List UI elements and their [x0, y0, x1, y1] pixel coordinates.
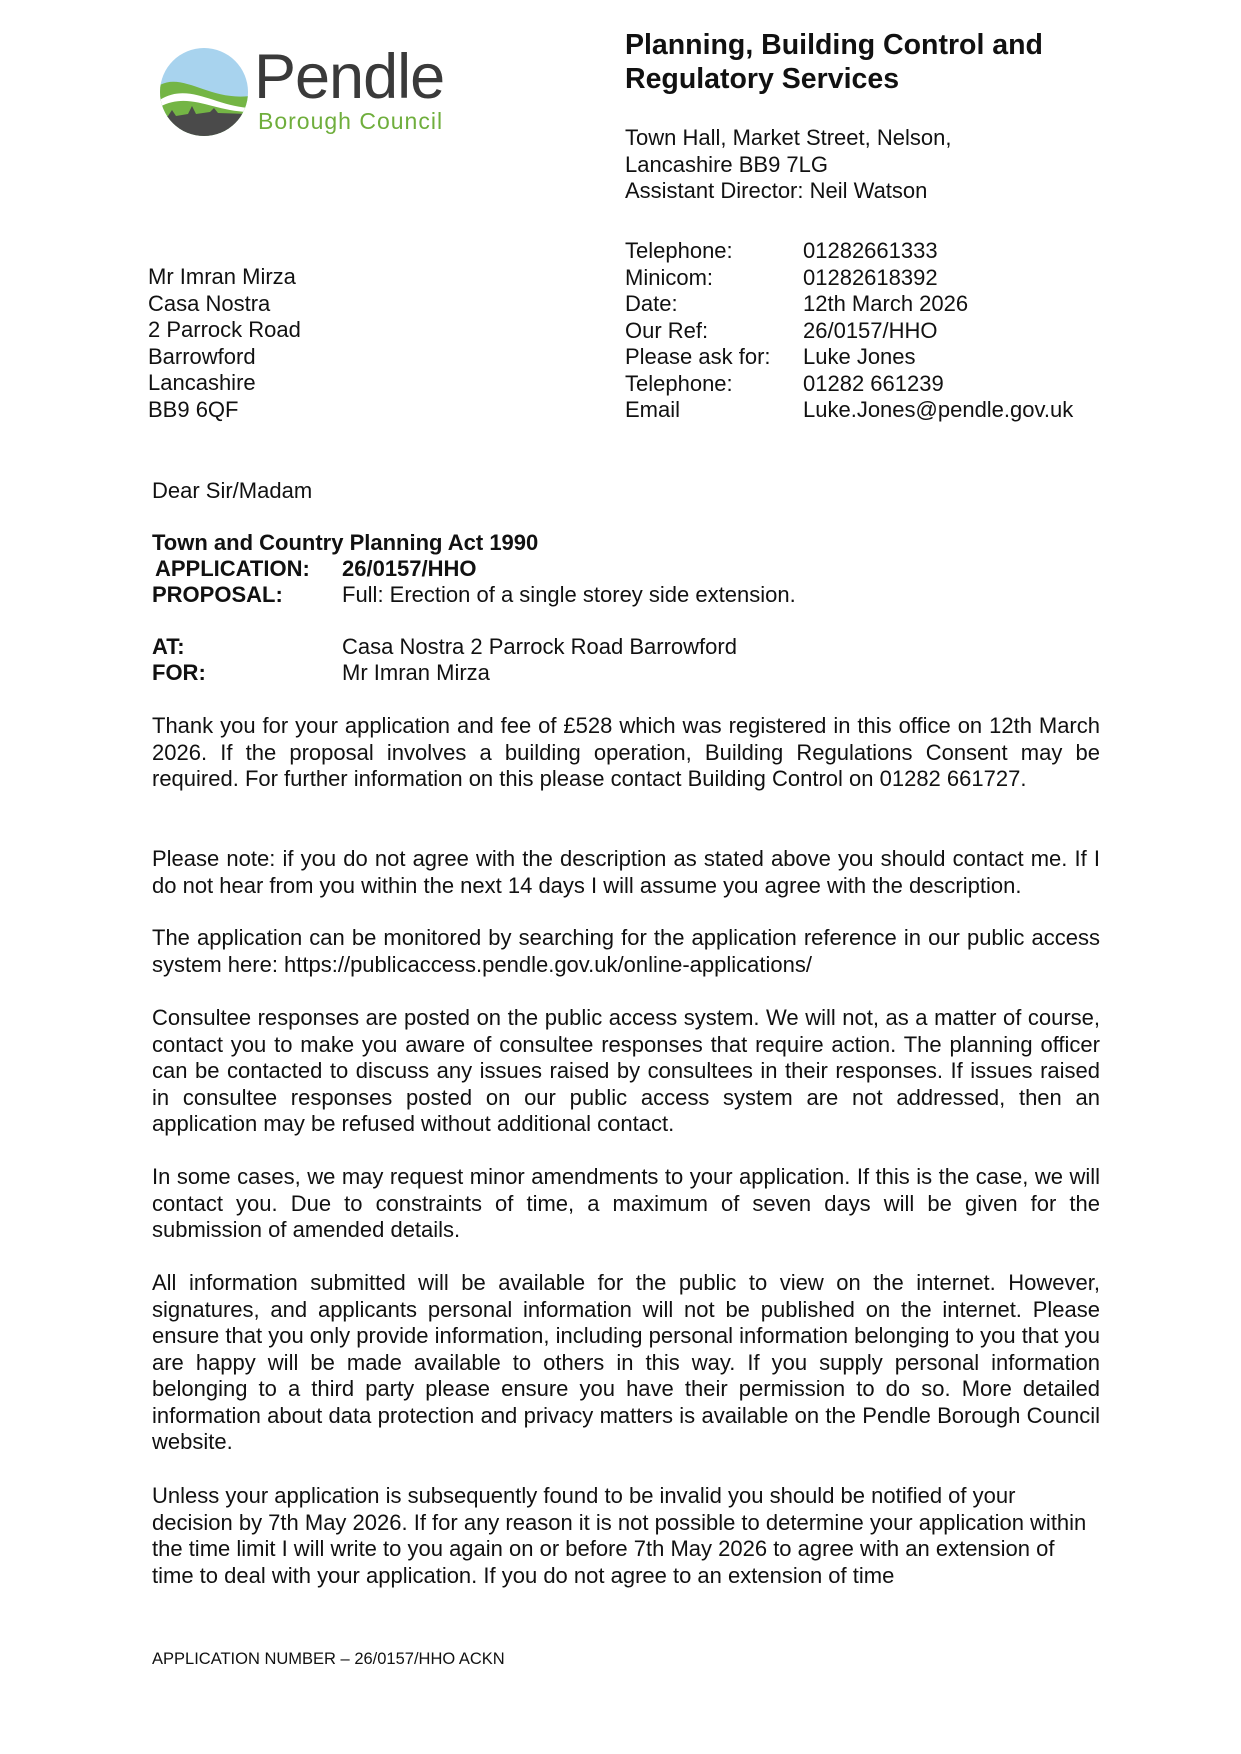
footer-application-number: APPLICATION NUMBER – 26/0157/HHO ACKN	[152, 1650, 505, 1668]
detail-row	[625, 291, 1073, 318]
detail-row	[625, 371, 1073, 398]
detail-value: Luke Jones	[803, 344, 916, 369]
detail-row	[625, 397, 1073, 424]
detail-row	[625, 265, 1073, 292]
detail-value: 01282618392	[803, 264, 938, 290]
detail-label: Telephone:	[625, 238, 733, 263]
recipient-line: Casa Nostra	[148, 290, 271, 316]
detail-label: Telephone:	[625, 370, 733, 396]
recipient-line: Barrowford	[148, 343, 256, 369]
at-value: Casa Nostra 2 Parrock Road Barrowford	[342, 634, 737, 659]
recipient-line: Lancashire	[148, 370, 256, 395]
department-title: Planning, Building Control and Regulatory Services	[625, 29, 1043, 95]
application-label: APPLICATION:	[155, 556, 310, 581]
detail-label: Please ask for:	[625, 344, 771, 369]
proposal-label: PROPOSAL:	[152, 582, 283, 607]
proposal-row	[152, 582, 796, 609]
salutation: Dear Sir/Madam	[152, 478, 313, 503]
detail-value: 01282 661239	[803, 370, 944, 396]
detail-value: 01282661333	[803, 238, 938, 263]
detail-value: 12th March 2026	[803, 291, 969, 316]
application-number: 26/0157/HHO	[342, 556, 477, 581]
body-paragraph: The application can be monitored by searching for the application reference in our public access system here: https://publicaccess.pendle.gov.uk/online-applications/	[152, 925, 1100, 977]
recipient-line: BB9 6QF	[148, 396, 239, 422]
pendle-emblem-icon	[158, 46, 250, 138]
body-paragraph: All information submitted will be available for the public to view on the internet. However, signatures, and applicants personal information will not be published on the internet. Please ensure that you only provide information, including personal information belonging to you that you are happy will be made available to others in this way. If you supply personal information belonging to a third party please ensure you have their permission to do so. More detailed information about data protection and privacy matters is available on the Pendle Borough Council website.	[152, 1270, 1100, 1454]
recipient-line: Mr Imran Mirza	[148, 264, 296, 289]
act-title: Town and Country Planning Act 1990	[152, 530, 539, 555]
detail-row	[625, 238, 1073, 265]
at-label: AT:	[152, 634, 185, 659]
email-link[interactable]: Luke.Jones@pendle.gov.uk	[803, 397, 1074, 422]
body-paragraph: Thank you for your application and fee of £528 which was registered in this office on 12th March 2026. If the proposal involves a building operation, Building Regulations Consent may be required. For further information on this please contact Building Control on 01282 661727.	[152, 713, 1100, 791]
recipient-line: 2 Parrock Road	[148, 317, 301, 342]
recipient-address	[148, 264, 301, 423]
application-row	[152, 556, 477, 583]
detail-label: Email	[625, 397, 681, 422]
for-label: FOR:	[152, 660, 206, 685]
logo-wordmark: Pendle	[254, 42, 445, 112]
contact-details	[625, 238, 1073, 424]
detail-value: 26/0157/HHO	[803, 317, 938, 343]
body-paragraph: In some cases, we may request minor amendments to your application. If this is the case, we will contact you. Due to constraints of time, a maximum of seven days will be given for the submission of amended details.	[152, 1164, 1100, 1242]
body-paragraph: Unless your application is subsequently found to be invalid you should be notified of your decision by 7th May 2026. If for any reason it is not possible to determine your application within the time limit I will write to you again on or before 7th May 2026 to agree with an extension of time to deal with your application. If you do not agree to an extension of time	[152, 1483, 1087, 1588]
detail-row	[625, 318, 1073, 345]
detail-label: Date:	[625, 291, 678, 316]
council-address	[625, 125, 951, 205]
for-value: Mr Imran Mirza	[342, 660, 490, 685]
body-paragraph: Please note: if you do not agree with the description as stated above you should contact me. If I do not hear from you within the next 14 days I will assume you agree with the description.	[152, 846, 1100, 898]
proposal-value: Full: Erection of a single storey side extension.	[342, 582, 796, 607]
at-row	[152, 634, 737, 661]
council-logo	[158, 42, 458, 137]
logo-subtitle: Borough Council	[258, 108, 444, 134]
address-line: Town Hall, Market Street, Nelson,	[625, 125, 952, 150]
detail-row	[625, 344, 1073, 371]
body-paragraph: Consultee responses are posted on the public access system. We will not, as a matter of course, contact you to make you aware of consultee responses that require action. The planning officer can be contacted to discuss any issues raised by consultees in their responses. If issues raised in consultee responses posted on our public access system are not addressed, then an application may be refused without additional contact.	[152, 1005, 1100, 1136]
address-line: Assistant Director: Neil Watson	[625, 178, 928, 203]
detail-label: Our Ref:	[625, 317, 709, 343]
address-line: Lancashire BB9 7LG	[625, 151, 829, 177]
for-row	[152, 660, 490, 687]
detail-label: Minicom:	[625, 264, 714, 290]
